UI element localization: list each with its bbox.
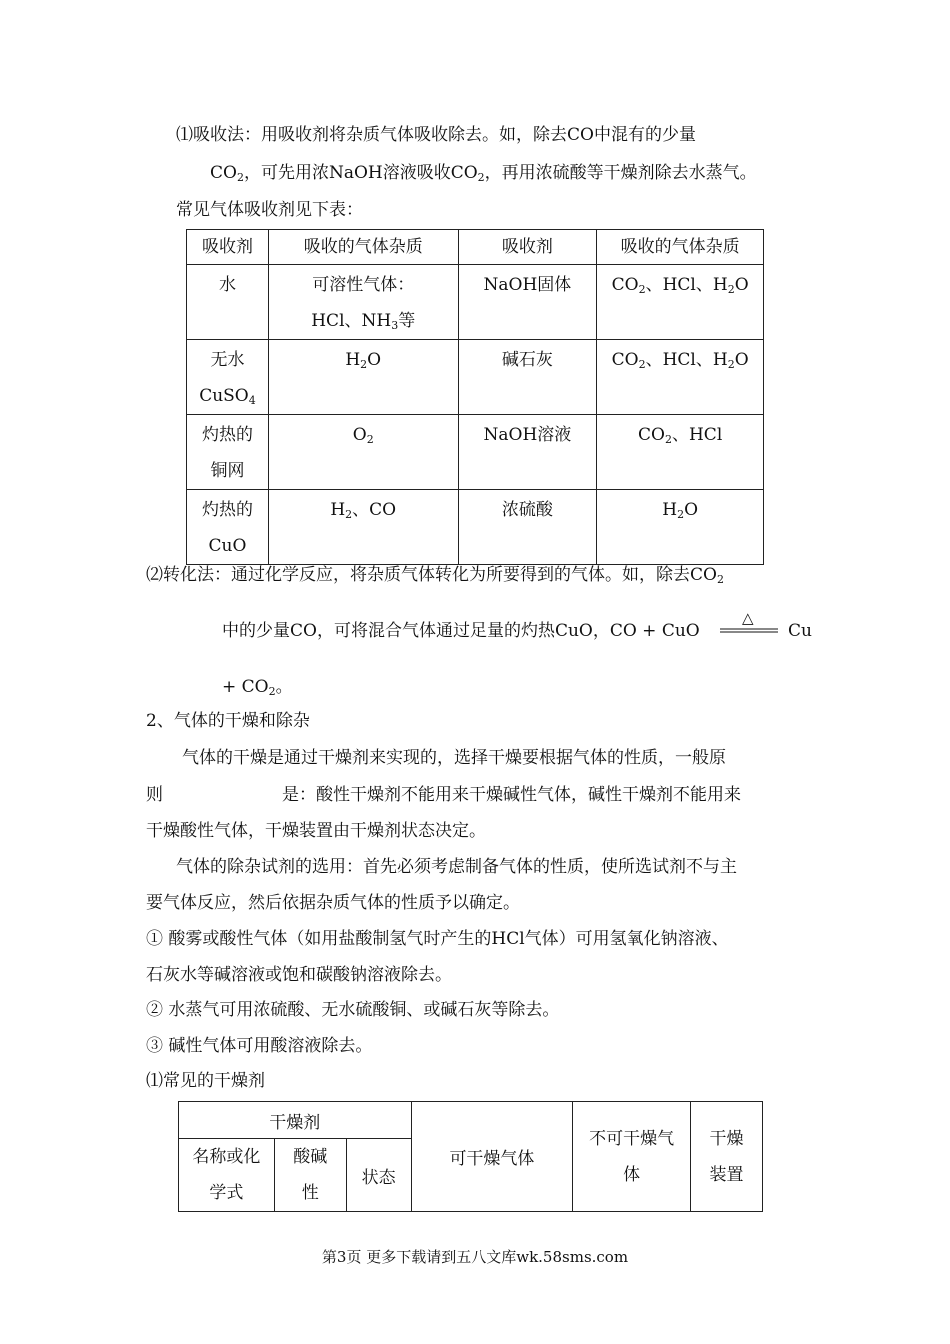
subscript: 2 (236, 171, 244, 184)
subscript: 3 (391, 319, 399, 332)
paragraph-line: 气体的干燥是通过干燥剂来实现的，选择干燥要根据气体的性质，一般原 (182, 748, 726, 768)
list-item: ③ 碱性气体可用酸溶液除去。 (146, 1036, 373, 1056)
formula-text: 、HCl、H (645, 275, 728, 295)
table-cell (268, 340, 458, 415)
cell-text (597, 417, 763, 453)
cell-text: 水 (218, 275, 236, 295)
subscript: 2 (360, 358, 368, 371)
list-item: 石灰水等碱溶液或饱和碳酸钠溶液除去。 (146, 965, 452, 985)
paragraph-line: 气体的除杂试剂的选用：首先必须考虑制备气体的性质，使所选试剂不与主 (176, 857, 737, 877)
header-device (691, 1102, 763, 1212)
table-row (187, 265, 764, 340)
reaction-heat-arrow (720, 609, 780, 645)
header-absorbent: 吸收剂 (187, 230, 269, 265)
cell-text (269, 492, 458, 528)
formula-text: O (367, 350, 382, 370)
convert-text: ⑵转化法：通过化学反应，将杂质气体转化为所要得到的气体。如，除去CO (146, 565, 717, 585)
header-cannot-dry (573, 1102, 691, 1212)
cell-text: 浓硫酸 (501, 500, 553, 520)
formula-text: 、HCl (671, 425, 723, 445)
table-row (187, 490, 764, 565)
absorbent-table (186, 229, 764, 565)
header-can-dry: 可干燥气体 (411, 1102, 573, 1212)
heat-icon: △ (742, 609, 754, 627)
naoh-text: ，可先用浓NaOH溶液吸收CO (243, 163, 478, 183)
subscript: 4 (248, 394, 256, 407)
paragraph-line: 是：酸性干燥剂不能用来干燥碱性气体，碱性干燥剂不能用来 (282, 785, 741, 805)
cell-text: 学式 (209, 1183, 244, 1203)
cell-text: 无水 (210, 350, 245, 370)
section-title: 2、气体的干燥和除杂 (146, 711, 310, 731)
cell-text: NaOH固体 (483, 275, 572, 295)
table-cell (268, 265, 458, 340)
cell-text (187, 378, 268, 414)
list-item: ① 酸雾或酸性气体（如用盐酸制氢气时产生的HCl气体）可用氢氧化钠溶液、 (146, 929, 729, 949)
table-cell (597, 490, 764, 565)
subscript: 2 (477, 171, 485, 184)
cell-text: 铜网 (210, 461, 245, 481)
double-line-icon (720, 615, 780, 645)
formula-text: H (662, 500, 678, 520)
subscript: 2 (268, 685, 276, 698)
convert-line3 (222, 675, 293, 699)
subsection-title: ⑴常见的干燥剂 (146, 1071, 265, 1091)
cell-text: 体 (623, 1164, 641, 1185)
formula-text: CO (611, 350, 639, 370)
header-name (179, 1139, 275, 1212)
table-cell (597, 415, 764, 490)
absorb-line2 (210, 161, 757, 185)
cell-text (269, 417, 458, 453)
absorb-rest-text: ，再用浓硫酸等干燥剂除去水蒸气。 (484, 163, 757, 183)
subscript: 2 (345, 508, 353, 521)
table-row (187, 415, 764, 490)
header-impurity: 吸收的气体杂质 (597, 230, 764, 265)
cell-text (597, 492, 763, 528)
table-cell (268, 415, 458, 490)
cell-text: NaOH溶液 (483, 425, 572, 445)
co2-text: CO (210, 163, 237, 183)
cell-text: CuO (208, 536, 247, 556)
formula-text: 、CO (352, 500, 397, 520)
cell-text: 可溶性气体： (312, 275, 415, 295)
cell-text (597, 342, 763, 378)
cell-text: 灼热的 (201, 500, 253, 520)
table-cell (597, 340, 764, 415)
formula-text: 。 (275, 677, 293, 697)
cell-text: 灼热的 (201, 425, 253, 445)
table-cell (187, 490, 269, 565)
table-cell (458, 415, 597, 490)
subscript: 2 (716, 573, 724, 586)
header-dryer: 干燥剂 (179, 1102, 412, 1139)
cell-text: 不可干燥气 (589, 1128, 675, 1149)
table-cell (187, 340, 269, 415)
formula-text: 等 (398, 311, 416, 331)
cell-text: 碱石灰 (501, 350, 553, 370)
table-cell (458, 265, 597, 340)
table-cell (187, 415, 269, 490)
formula-text: O (734, 350, 749, 370)
subscript: 2 (638, 358, 646, 371)
table-row (187, 340, 764, 415)
subscript: 2 (677, 508, 685, 521)
formula-text: CO (611, 275, 639, 295)
dryer-table (178, 1101, 763, 1212)
cell-text: 干燥 (709, 1128, 744, 1149)
list-item: ② 水蒸气可用浓硫酸、无水硫酸铜、或碱石灰等除去。 (146, 1000, 560, 1020)
table-header-row (179, 1102, 763, 1139)
cell-text: 装置 (709, 1164, 744, 1185)
absorb-line1: ⑴吸收法：用吸收剂将杂质气体吸收除去。如，除去CO中混有的少量 (176, 125, 696, 145)
table-cell (458, 490, 597, 565)
formula-text: O (352, 425, 367, 445)
cell-text: 名称或化 (192, 1147, 261, 1167)
cell-text: 性 (301, 1183, 319, 1203)
header-state: 状态 (346, 1139, 411, 1212)
cell-text: 酸碱 (293, 1147, 328, 1167)
header-absorbent: 吸收剂 (458, 230, 597, 265)
formula-text: O (684, 500, 699, 520)
table-header-row (187, 230, 764, 265)
table-intro: 常见气体吸收剂见下表： (176, 200, 363, 220)
formula-text: CuSO (199, 386, 249, 406)
paragraph-line: 干燥酸性气体，干燥装置由干燥剂状态决定。 (146, 821, 486, 841)
page-footer: 第3页 更多下载请到五八文库wk.58sms.com (321, 1248, 629, 1266)
subscript: 2 (664, 433, 672, 446)
table-cell (268, 490, 458, 565)
header-impurity: 吸收的气体杂质 (268, 230, 458, 265)
subscript: 2 (366, 433, 374, 446)
formula-text: + CO (222, 677, 269, 697)
subscript: 2 (727, 358, 735, 371)
table-cell (597, 265, 764, 340)
table-cell (458, 340, 597, 415)
paragraph-line: 则 (146, 785, 163, 805)
paragraph-line: 要气体反应，然后依据杂质气体的性质予以确定。 (146, 893, 520, 913)
formula-text: H (330, 500, 346, 520)
cell-text (269, 303, 458, 339)
formula-text: 、HCl、H (645, 350, 728, 370)
header-acidity (274, 1139, 346, 1212)
formula-text: H (345, 350, 361, 370)
convert-product-cu: Cu (788, 621, 812, 641)
table-cell (187, 265, 269, 340)
cell-text (269, 342, 458, 378)
formula-text: HCl、NH (311, 311, 392, 331)
formula-text: O (734, 275, 749, 295)
subscript: 2 (638, 283, 646, 296)
convert-line2: 中的少量CO，可将混合气体通过足量的灼热CuO，CO + CuO (222, 621, 700, 641)
cell-text (597, 267, 763, 303)
subscript: 2 (727, 283, 735, 296)
formula-text: CO (638, 425, 665, 445)
convert-line1 (146, 563, 724, 587)
